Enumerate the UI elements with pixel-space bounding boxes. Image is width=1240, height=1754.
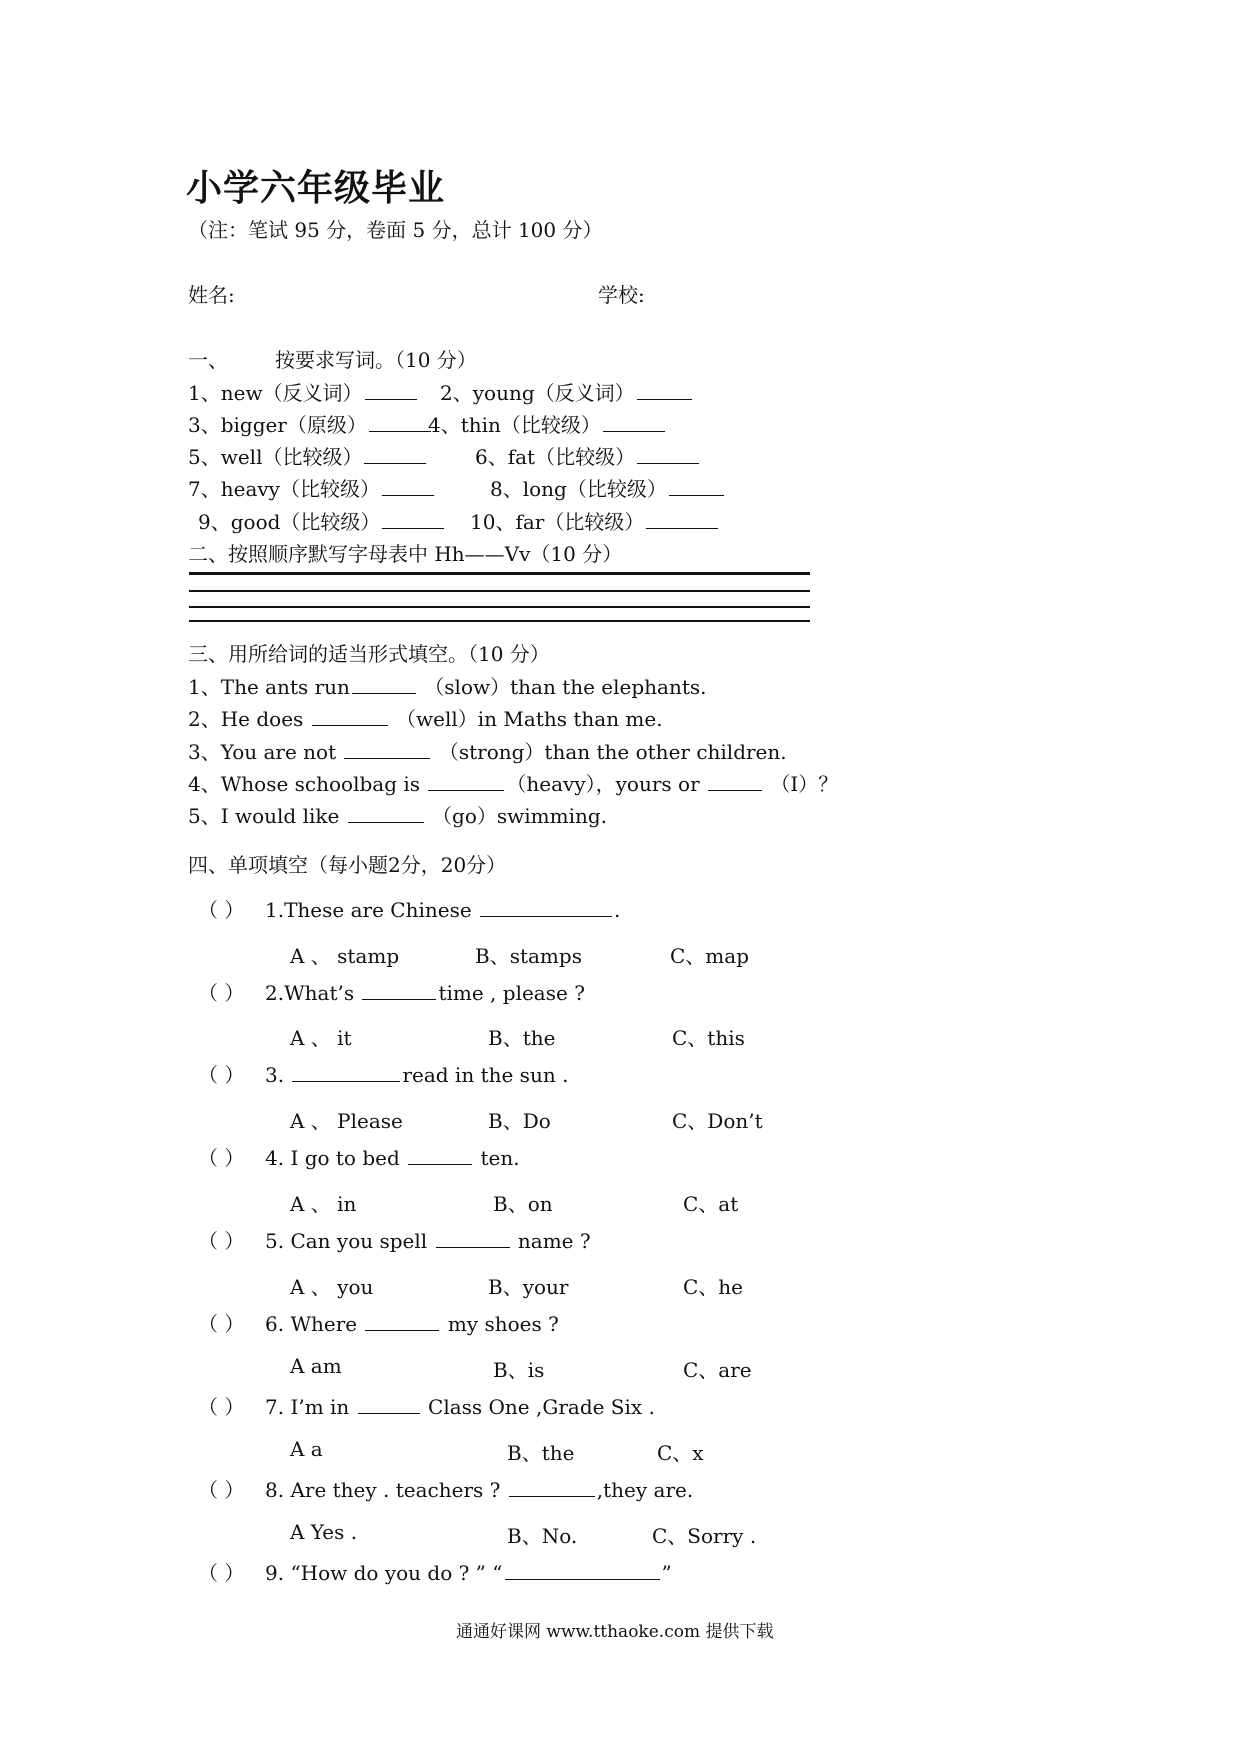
section1-number: 一、 [188, 348, 228, 372]
question: 7. I’m in Class One ,Grade Six . [265, 1395, 655, 1419]
word-item: 8、long（比较级） [490, 477, 726, 501]
option-b: B、the [507, 1441, 575, 1465]
option-c: C、are [683, 1358, 752, 1382]
answer-paren: （ ） [198, 1312, 245, 1336]
section3-heading: 三、用所给词的适当形式填空。（10 分） [188, 642, 550, 666]
option-b: B、No. [507, 1524, 578, 1548]
word-item: 7、heavy（比较级） [188, 477, 436, 501]
writing-line [189, 572, 810, 575]
option-a: A 、 in [290, 1192, 357, 1216]
question: 4. I go to bed ten. [265, 1146, 520, 1170]
question: 8. Are they . teachers ? ,they are. [265, 1478, 694, 1502]
option-a: A 、 you [290, 1275, 374, 1299]
writing-line [189, 620, 810, 622]
answer-paren: （ ） [198, 1395, 245, 1419]
name-label: 姓名: [188, 283, 235, 307]
option-c: C、x [657, 1441, 704, 1465]
score-note: （注：笔试 95 分，卷面 5 分，总计 100 分） [188, 218, 603, 242]
answer-paren: （ ） [198, 1063, 245, 1087]
school-label: 学校: [598, 283, 645, 307]
answer-paren: （ ） [198, 1146, 245, 1170]
section1-heading: 按要求写词。（10 分） [275, 348, 477, 372]
fill-item: 1、The ants run （slow）than the elephants. [188, 675, 707, 699]
answer-paren: （ ） [198, 1561, 245, 1585]
option-b: B、stamps [475, 944, 582, 968]
fill-item: 3、You are not （strong）than the other children. [188, 740, 787, 764]
question: 1.These are Chinese . [265, 898, 621, 922]
word-item: 10、far（比较级） [470, 510, 720, 534]
answer-paren: （ ） [198, 1478, 245, 1502]
footer-text: 通通好课网 www.tthaoke.com 提供下载 [456, 1622, 774, 1642]
option-b: B、on [493, 1192, 553, 1216]
writing-line [189, 606, 810, 608]
option-c: C、at [683, 1192, 739, 1216]
option-a: A am [290, 1354, 342, 1378]
answer-paren: （ ） [198, 981, 245, 1005]
word-item: 1、new（反义词） [188, 381, 419, 405]
word-item: 3、bigger（原级） [188, 413, 433, 437]
option-a: A 、 Please [290, 1109, 403, 1133]
question: 9. “How do you do ? ” “ ” [265, 1561, 672, 1585]
option-b: B、Do [488, 1109, 551, 1133]
option-c: C、Sorry . [652, 1524, 757, 1548]
option-b: B、your [488, 1275, 569, 1299]
page-title: 小学六年级毕业 [186, 168, 446, 209]
option-a: A 、 it [290, 1026, 352, 1050]
word-item: 9、good（比较级） [198, 510, 446, 534]
option-a: A a [290, 1437, 323, 1461]
option-b: B、is [493, 1358, 545, 1382]
fill-item: 2、He does （well）in Maths than me. [188, 707, 663, 731]
question: 6. Where my shoes ? [265, 1312, 559, 1336]
answer-paren: （ ） [198, 898, 245, 922]
option-b: B、the [488, 1026, 556, 1050]
option-c: C、he [683, 1275, 744, 1299]
question: 2.What’s time , please ? [265, 981, 585, 1005]
fill-item: 5、I would like （go）swimming. [188, 804, 608, 828]
option-c: C、Don’t [672, 1109, 763, 1133]
word-item: 6、fat（比较级） [475, 445, 701, 469]
word-item: 5、well（比较级） [188, 445, 428, 469]
writing-line [189, 590, 810, 592]
answer-paren: （ ） [198, 1229, 245, 1253]
option-a: A Yes . [290, 1520, 358, 1544]
word-item: 4、thin（比较级） [428, 413, 667, 437]
question: 5. Can you spell name ? [265, 1229, 591, 1253]
option-c: C、map [670, 944, 749, 968]
word-item: 2、young（反义词） [440, 381, 694, 405]
section4-heading: 四、单项填空（每小题2分，20分） [188, 853, 507, 877]
option-c: C、this [672, 1026, 745, 1050]
question: 3. read in the sun . [265, 1063, 569, 1087]
fill-item: 4、Whose schoolbag is （heavy），yours or （I）？ [188, 772, 839, 796]
option-a: A 、 stamp [290, 944, 400, 968]
section2-heading: 二、按照顺序默写字母表中 Hh——Vv（10 分） [188, 542, 623, 566]
